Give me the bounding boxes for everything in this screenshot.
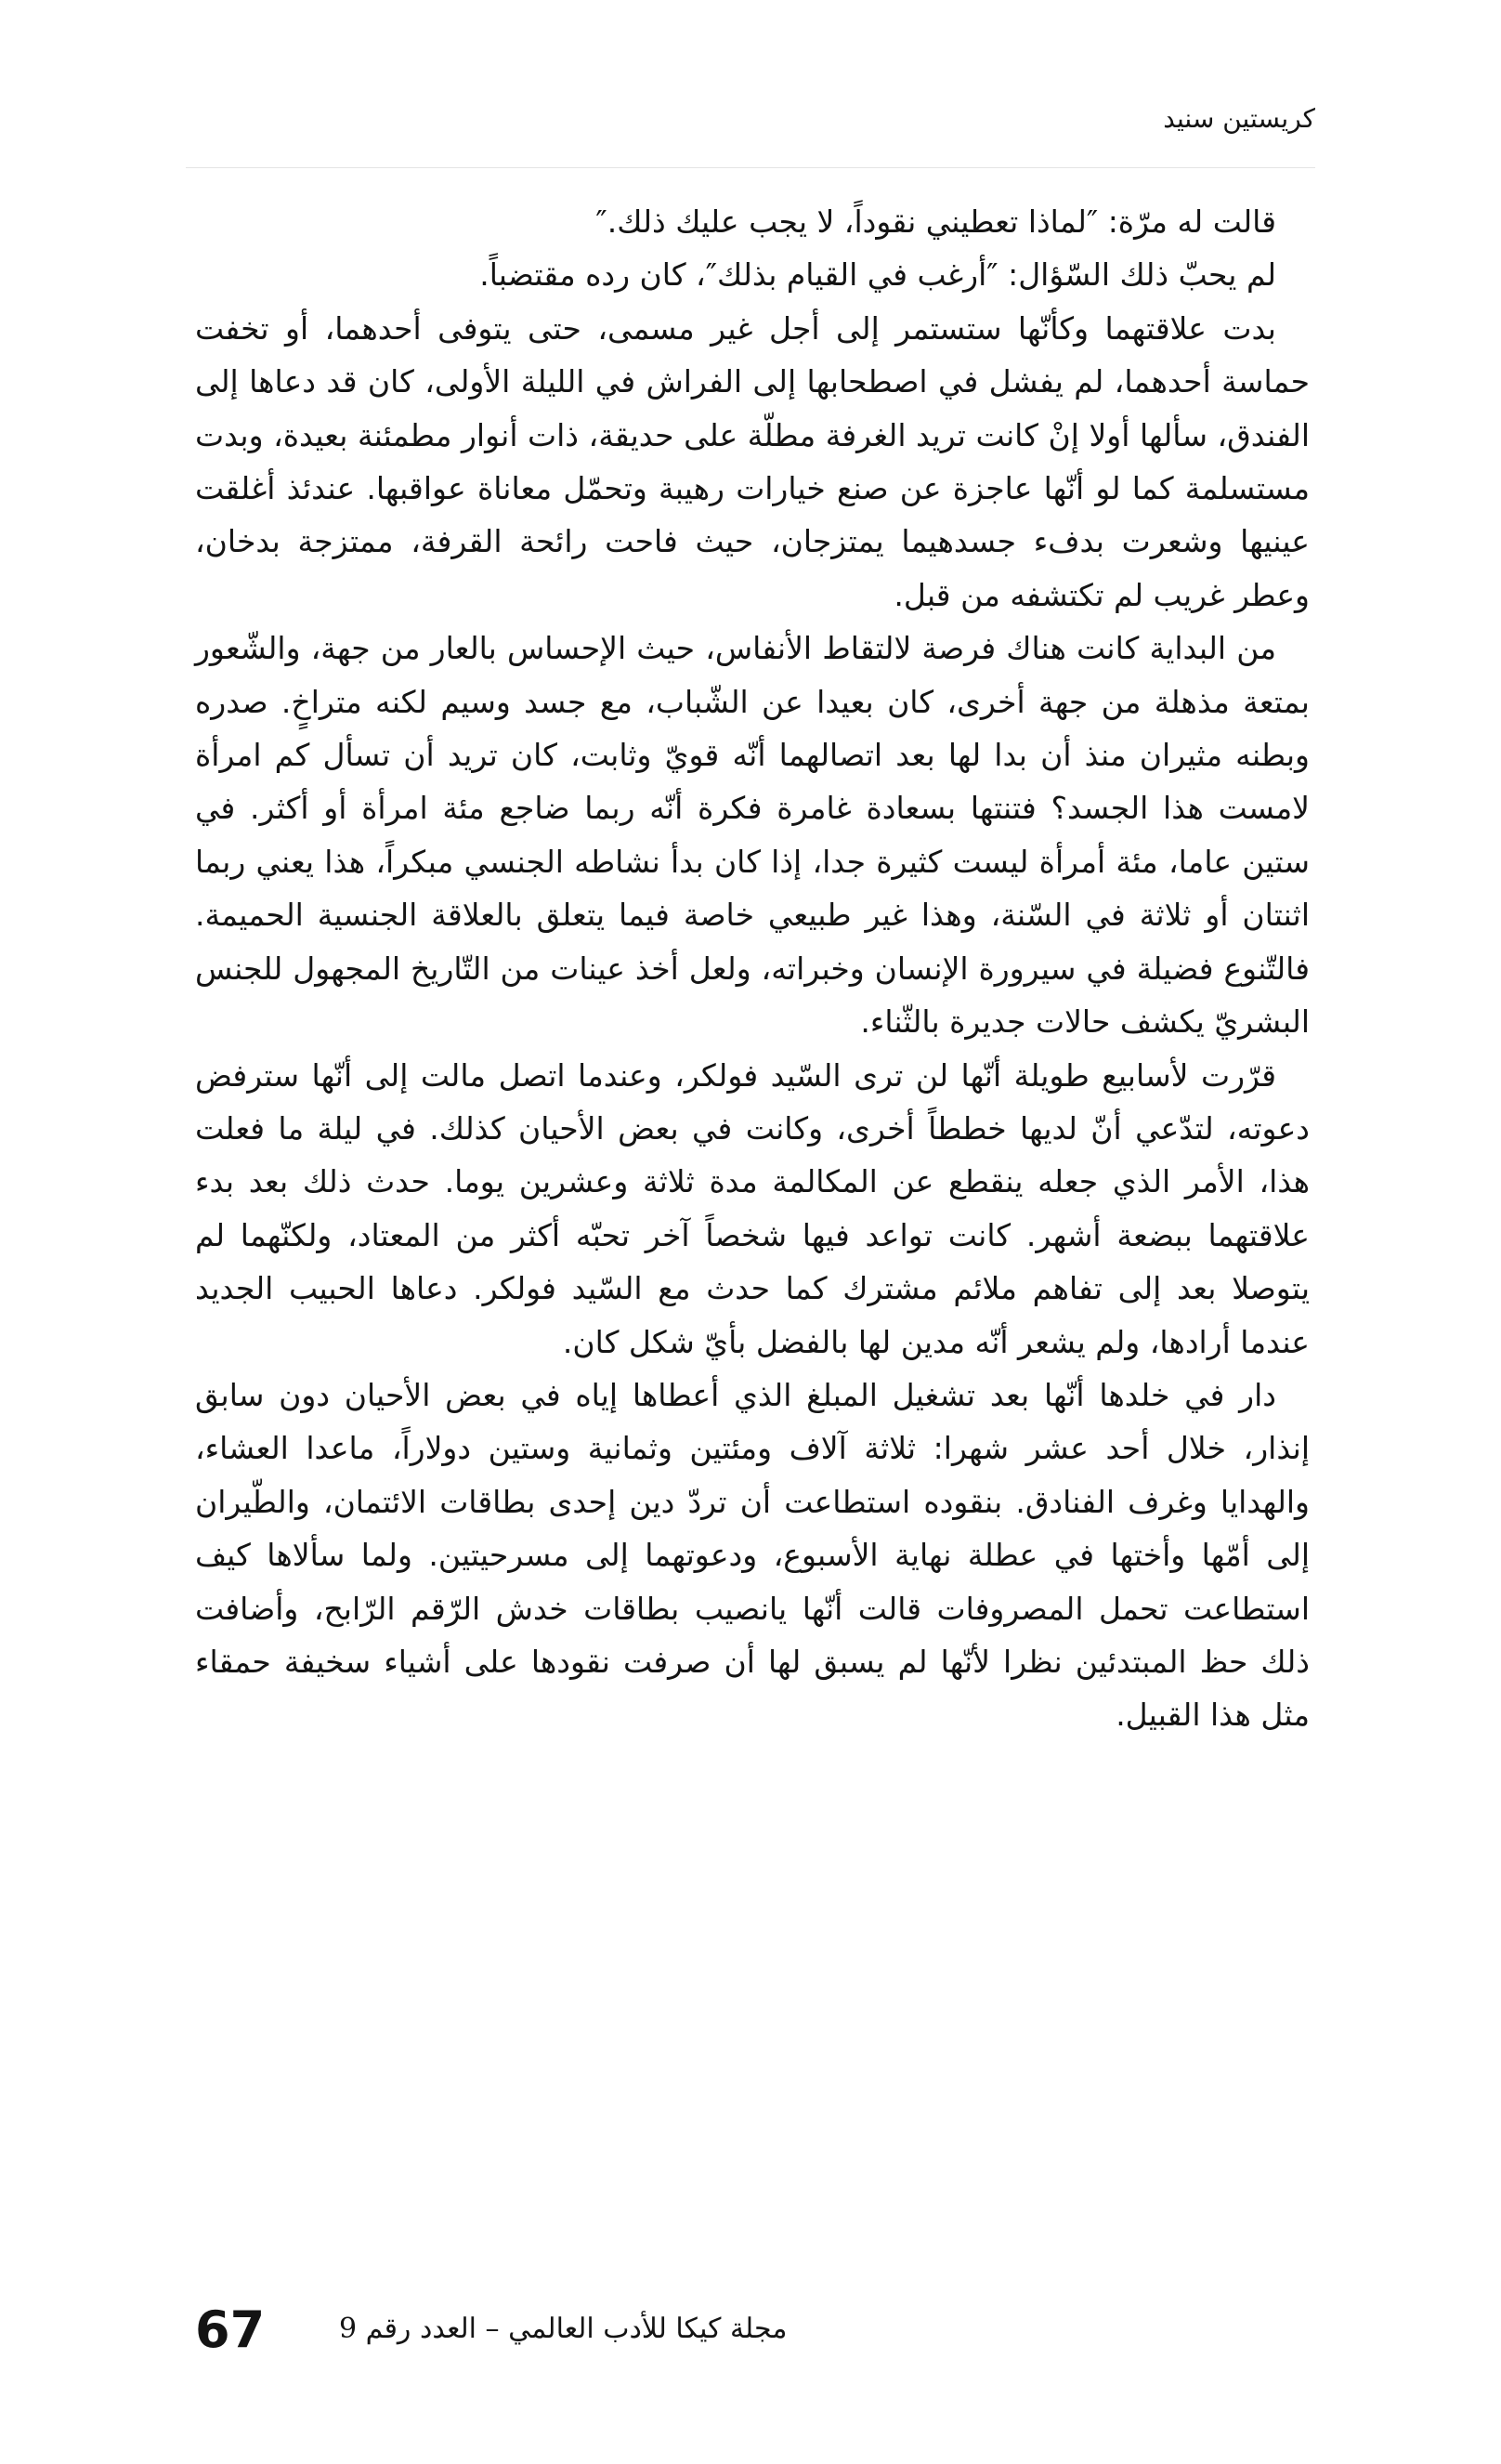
- article-body: [195, 195, 1310, 1742]
- paragraph-6: دار في خلدها أنّها بعد تشغيل المبلغ الذي أعطاها إياه في بعض الأحيان دون سابق إنذار، خلال أحد عشر شهرا: ثلاثة آلاف ومئتين وثمانية وستين دولاراً، ماعدا العشاء، والهدايا وغرف الفنادق. بنقوده استطاعت أن تردّ دين إحدى بطاقات الائتمان، والطّيران إلى أمّها وأختها في عطلة نهاية الأسبوع، ودعوتهما إلى مسرحيتين. ولما سألاها كيف استطاعت تحمل المصروفات قالت أنّها يانصيب بطاقات خدش الرّقم الرّابح، وأضافت ذلك حظ المبتدئين نظرا لأنّها لم يسبق لها أن صرفت نقودها على أشياء سخيفة حمقاء مثل هذا القبيل.: [195, 1376, 1310, 1734]
- paragraph-4: من البداية كانت هناك فرصة لالتقاط الأنفاس، حيث الإحساس بالعار من جهة، والشّعور بمتعة مذهلة من جهة أخرى، كان بعيدا عن الشّباب، مع جسد وسيم لكنه متراخٍ. صدره وبطنه مثيران منذ أن بدا لها بعد اتصالهما أنّه قويّ وثابت، كان تريد أن تسأل كم امرأة لامست هذا الجسد؟ فتنتها بسعادة غامرة فكرة أنّه ربما ضاجع مئة امرأة أو أكثر. في ستين عاما، مئة أمرأة ليست كثيرة جدا، إذا كان بدأ نشاطه الجنسي مبكراً، هذا يعني ربما اثنتان أو ثلاثة في السّنة، وهذا غير طبيعي خاصة فيما يتعلق بالعلاقة الجنسية الحميمة. فالتّنوع فضيلة في سيرورة الإنسان وخبراته، ولعل أخذ عينات من التّاريخ المجهول للجنس البشريّ يكشف حالات جديرة بالثّناء.: [195, 630, 1310, 1041]
- paragraph-3: بدت علاقتهما وكأنّها ستستمر إلى أجل غير مسمى، حتى يتوفى أحدهما، أو تخفت حماسة أحدهما، لم يفشل في اصطحابها إلى الفراش في الليلة الأولى، كان قد دعاها إلى الفندق، سألها أولا إنْ كانت تريد الغرفة مطلّة على حديقة، ذات أنوار مطمئنة بعيدة، وبدت مستسلمة كما لو أنّها عاجزة عن صنع خيارات رهيبة وتحمّل معاناة عواقبها. عندئذ أغلقت عينيها وشعرت بدفء جسدهيما يمتزجان، حيث فاحت رائحة القرفة، ممتزجة بدخان، وعطر غريب لم تكتشفه من قبل.: [195, 309, 1310, 613]
- journal-title: مجلة كيكا للأدب العالمي – العدد رقم 9: [339, 2313, 788, 2345]
- page-number: 67: [195, 2300, 266, 2359]
- running-head-author: كريستين سنيد: [1163, 103, 1315, 134]
- header-rule: [186, 167, 1315, 168]
- paragraph-5: قرّرت لأسابيع طويلة أنّها لن ترى السّيد فولكر، وعندما اتصل مالت إلى أنّها سترفض دعوته، لتدّعي أنّ لديها خططاً أخرى، وكانت في بعض الأحيان كذلك. في ليلة ما فعلت هذا، الأمر الذي جعله ينقطع عن المكالمة مدة ثلاثة وعشرين يوما. حدث ذلك بعد بدء علاقتهما ببضعة أشهر. كانت تواعد فيها شخصاً آخر تحبّه أكثر من المعتاد، ولكنّهما لم يتوصلا بعد إلى تفاهم ملائم مشترك كما حدث مع السّيد فولكر. دعاها الحبيب الجديد عندما أرادها، ولم يشعر أنّه مدين لها بالفضل بأيّ شكل كان.: [195, 1056, 1310, 1360]
- paragraph-2: لم يحبّ ذلك السّؤال: ″أرغب في القيام بذلك″، كان رده مقتضباً.: [479, 256, 1276, 294]
- paragraph-1: قالت له مرّة: ″لماذا تعطيني نقوداً، لا يجب عليك ذلك.″: [595, 203, 1276, 240]
- page-footer: [186, 2293, 1315, 2367]
